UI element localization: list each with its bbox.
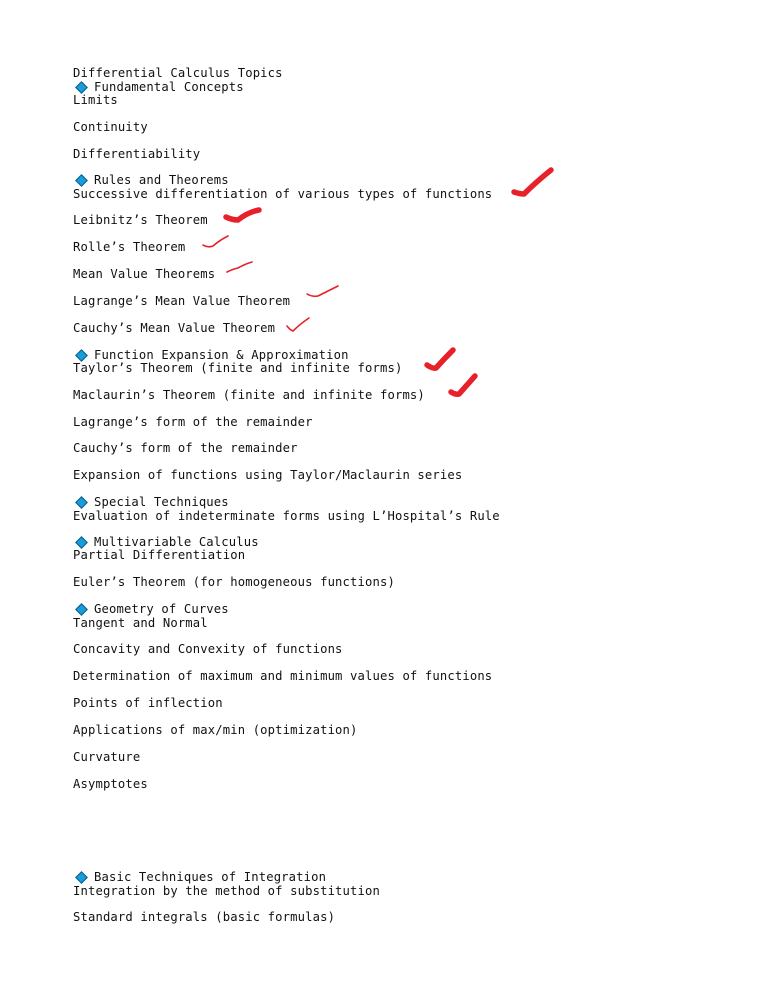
checkmark-icon: [510, 166, 560, 202]
diamond-icon: [75, 496, 88, 509]
diamond-icon: [75, 603, 88, 616]
diamond-icon: [75, 81, 88, 94]
checkmark-icon: [222, 204, 264, 228]
section-heading: Fundamental Concepts: [73, 80, 244, 94]
list-item: Partial Differentiation: [73, 548, 246, 562]
list-item: Tangent and Normal: [73, 616, 208, 630]
list-item: Mean Value Theorems: [73, 267, 216, 281]
checkmark-icon: [200, 233, 232, 251]
section-heading: Basic Techniques of Integration: [73, 870, 326, 884]
list-item: Limits: [73, 93, 118, 107]
list-item: Applications of max/min (optimization): [73, 723, 358, 737]
document-title: Differential Calculus Topics: [73, 66, 283, 80]
section-heading: Multivariable Calculus: [73, 535, 259, 549]
list-item: Rolle’s Theorem: [73, 240, 186, 254]
diamond-icon: [75, 536, 88, 549]
section-heading: Function Expansion & Approximation: [73, 348, 349, 362]
checkmark-icon: [422, 345, 462, 375]
list-item: Differentiability: [73, 147, 201, 161]
section-heading: Geometry of Curves: [73, 602, 229, 616]
list-item: Leibnitz’s Theorem: [73, 213, 208, 227]
checkmark-icon: [284, 315, 314, 335]
list-item: Standard integrals (basic formulas): [73, 910, 336, 924]
list-item: Concavity and Convexity of functions: [73, 642, 343, 656]
checkmark-icon: [447, 372, 483, 402]
list-item: Integration by the method of substitution: [73, 884, 380, 898]
list-item: Successive differentiation of various types of functions: [73, 187, 493, 201]
list-item: Cauchy’s form of the remainder: [73, 441, 298, 455]
diamond-icon: [75, 871, 88, 884]
list-item: Cauchy’s Mean Value Theorem: [73, 321, 276, 335]
section-heading: Special Techniques: [73, 495, 229, 509]
checkmark-icon: [224, 259, 256, 277]
list-item: Lagrange’s form of the remainder: [73, 415, 313, 429]
list-item: Euler’s Theorem (for homogeneous functions): [73, 575, 395, 589]
list-item: Continuity: [73, 120, 148, 134]
checkmark-icon: [304, 283, 342, 303]
list-item: Curvature: [73, 750, 141, 764]
list-item: Lagrange’s Mean Value Theorem: [73, 294, 291, 308]
list-item: Asymptotes: [73, 777, 148, 791]
diamond-icon: [75, 349, 88, 362]
list-item: Points of inflection: [73, 696, 223, 710]
list-item: Expansion of functions using Taylor/Maclaurin series: [73, 468, 463, 482]
diamond-icon: [75, 174, 88, 187]
list-item: Evaluation of indeterminate forms using L’Hospital’s Rule: [73, 509, 500, 523]
list-item: Maclaurin’s Theorem (finite and infinite forms): [73, 388, 425, 402]
list-item: Taylor’s Theorem (finite and infinite forms): [73, 361, 403, 375]
list-item: Determination of maximum and minimum values of functions: [73, 669, 493, 683]
section-heading: Rules and Theorems: [73, 173, 229, 187]
